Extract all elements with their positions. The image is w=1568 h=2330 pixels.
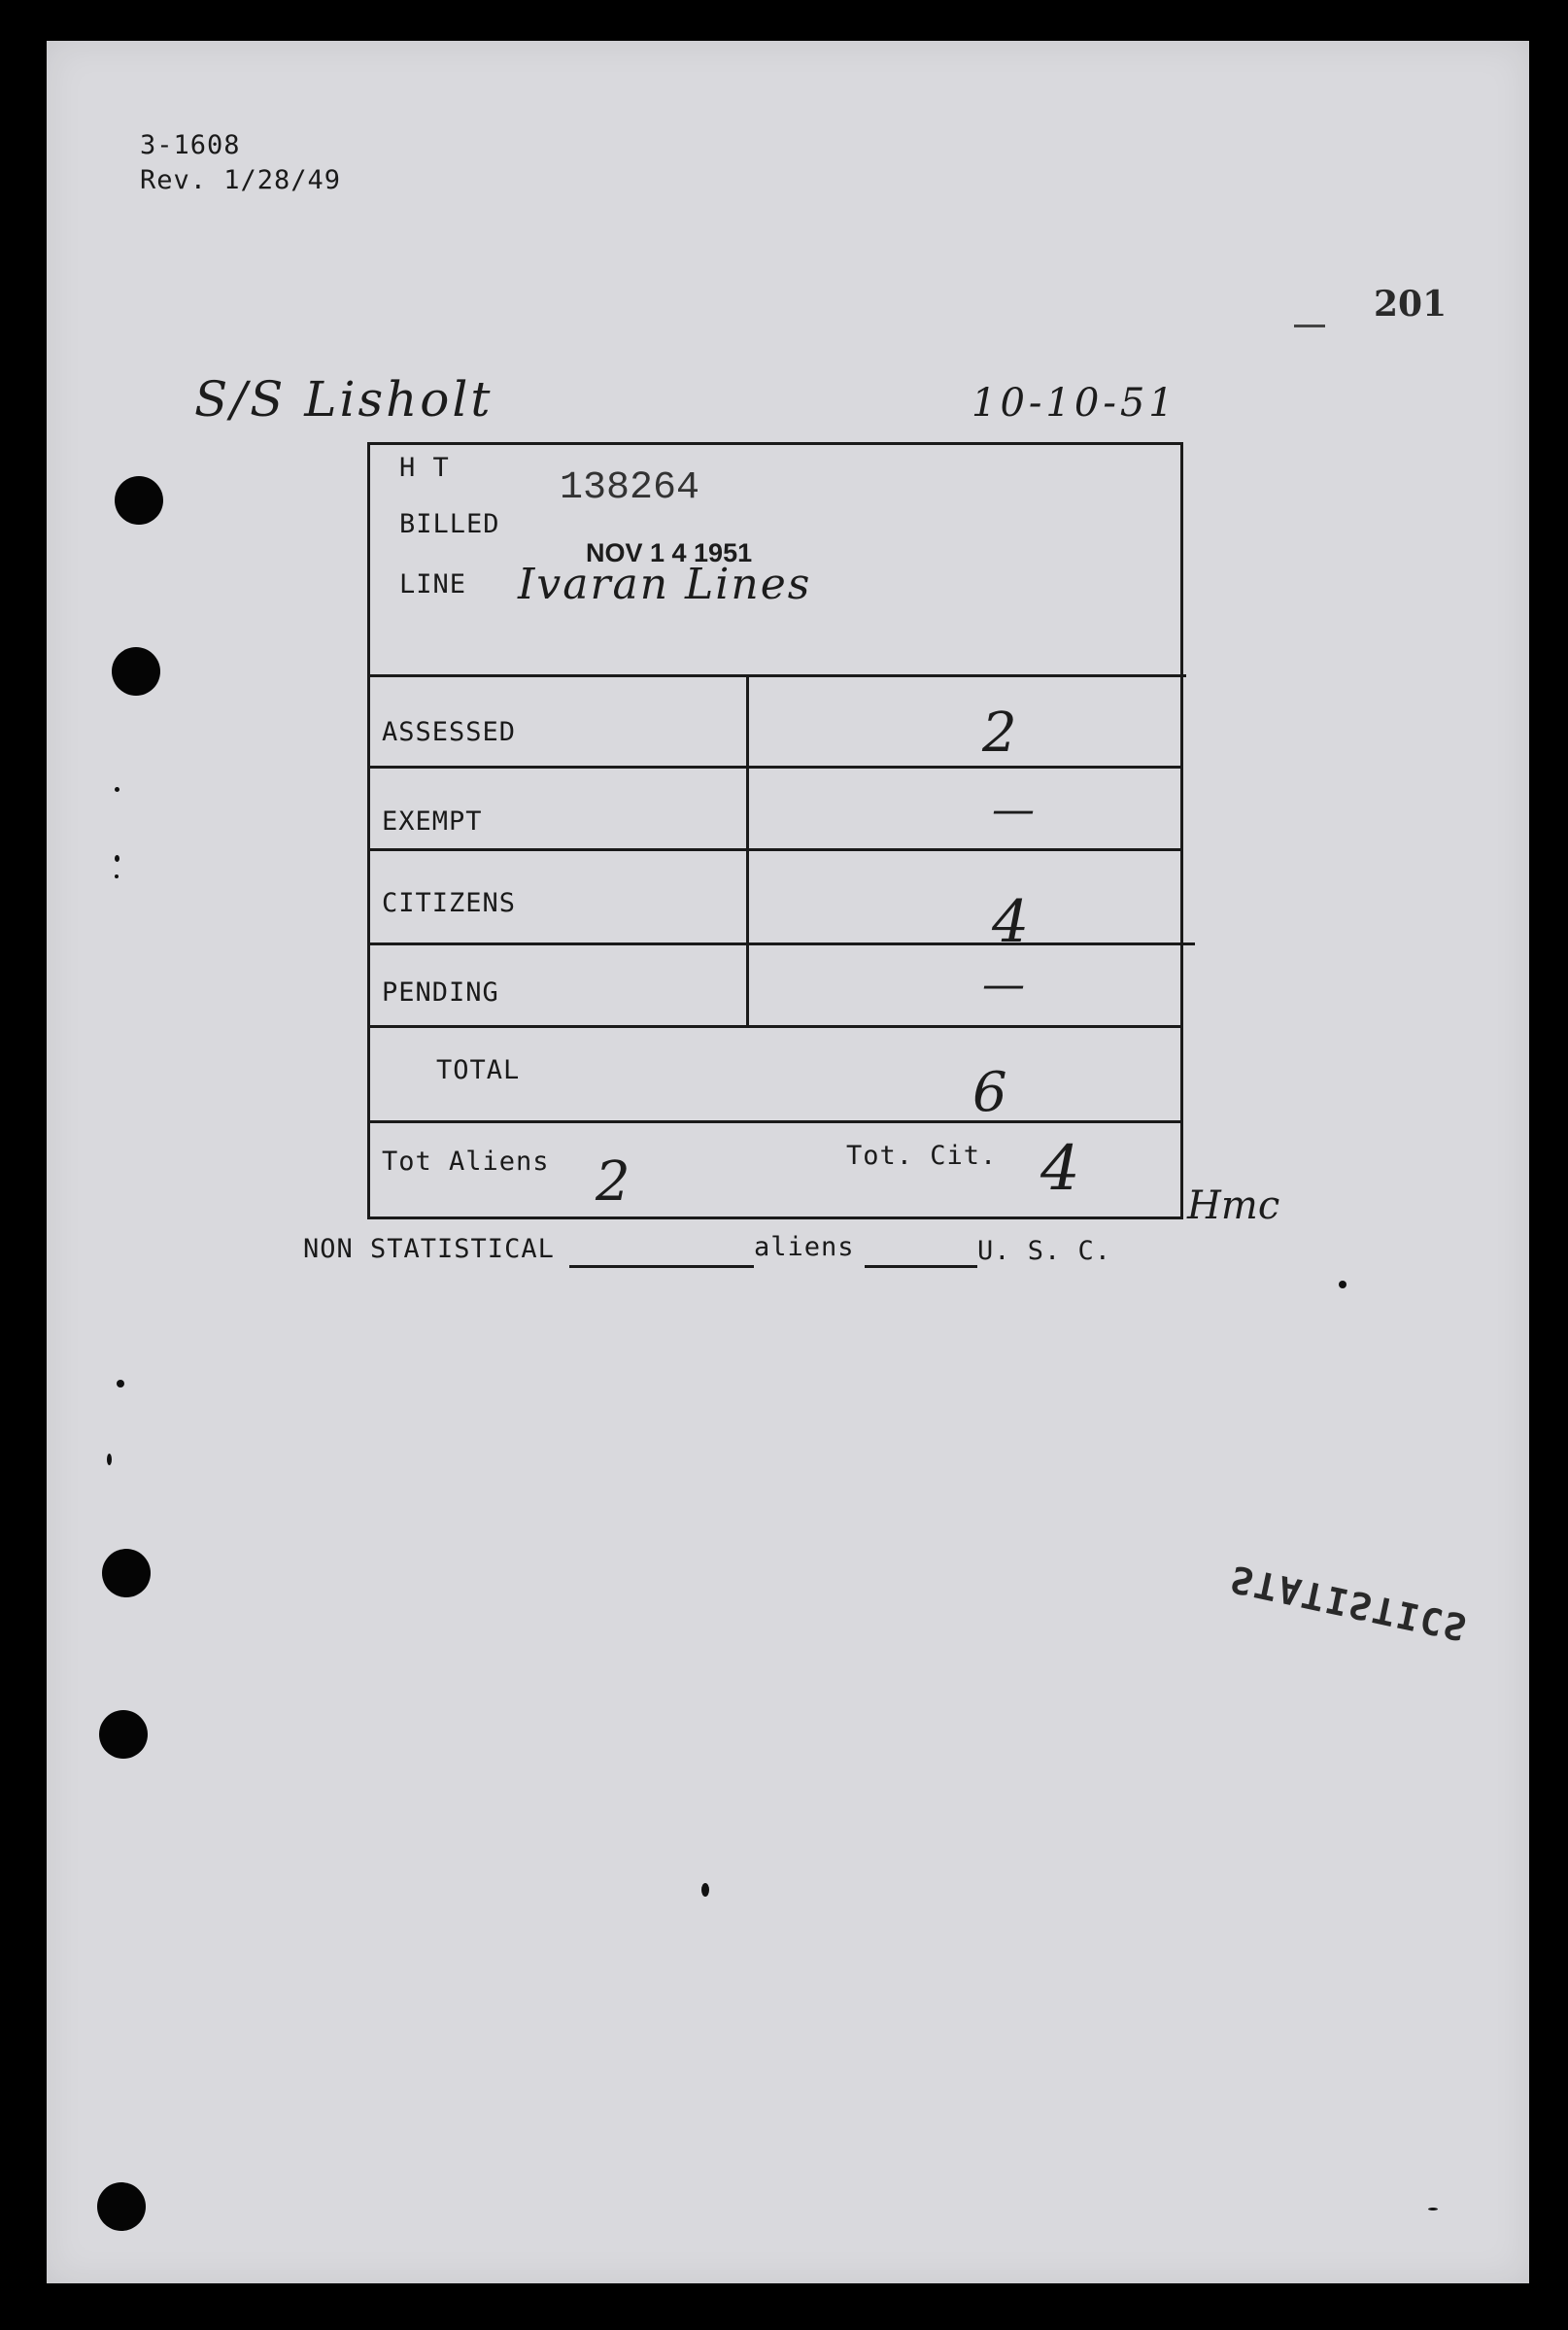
speck bbox=[117, 1380, 124, 1388]
ht-label: H T bbox=[399, 453, 450, 483]
nonstatistical-blank bbox=[569, 1265, 754, 1268]
row-label-exempt: EXEMPT bbox=[382, 806, 483, 837]
tot-aliens-label: Tot Aliens bbox=[382, 1147, 550, 1177]
initials: Hmc bbox=[1187, 1183, 1280, 1228]
line-label: LINE bbox=[399, 569, 467, 600]
punch-hole bbox=[97, 2182, 146, 2231]
aliens-blank bbox=[865, 1265, 977, 1268]
row-label-assessed: ASSESSED bbox=[382, 717, 517, 747]
tally-form-box bbox=[367, 442, 1183, 1219]
speck bbox=[115, 787, 119, 792]
usc-label: U. S. C. bbox=[977, 1236, 1112, 1266]
tot-aliens-value: 2 bbox=[596, 1150, 631, 1214]
speck bbox=[1428, 2208, 1438, 2210]
page-number-dash bbox=[1294, 325, 1325, 327]
total-value: 6 bbox=[972, 1061, 1007, 1124]
line-value: Ivaran Lines bbox=[518, 560, 812, 609]
vessel-name: S/S Lisholt bbox=[194, 371, 494, 428]
punch-hole bbox=[99, 1710, 148, 1759]
row-divider bbox=[367, 766, 1183, 769]
punch-hole bbox=[112, 647, 160, 696]
column-divider bbox=[746, 676, 749, 1026]
row-divider bbox=[367, 1120, 1183, 1123]
row-divider bbox=[367, 1025, 1183, 1028]
punch-hole bbox=[115, 476, 163, 525]
row-label-citizens: CITIZENS bbox=[382, 888, 517, 918]
row-value-exempt: — bbox=[992, 785, 1035, 835]
tot-cit-label: Tot. Cit. bbox=[846, 1141, 998, 1171]
form-number: 3-1608 bbox=[140, 130, 241, 160]
page-number: 201 bbox=[1374, 284, 1448, 325]
nonstatistical-label: NON STATISTICAL bbox=[303, 1234, 555, 1264]
billed-date-stamp: NOV 1 4 1951 bbox=[586, 538, 753, 567]
speck bbox=[115, 855, 119, 862]
row-value-pending: — bbox=[982, 960, 1025, 1010]
aliens-label: aliens bbox=[754, 1232, 855, 1262]
punch-hole bbox=[102, 1549, 151, 1597]
row-label-pending: PENDING bbox=[382, 977, 499, 1008]
tot-cit-value: 4 bbox=[1040, 1133, 1080, 1205]
form-revision: Rev. 1/28/49 bbox=[140, 165, 342, 195]
header-date: 10-10-51 bbox=[971, 381, 1177, 426]
speck bbox=[115, 874, 119, 878]
row-divider bbox=[367, 674, 1186, 677]
ht-number: 138264 bbox=[560, 466, 700, 510]
billed-label: BILLED bbox=[399, 509, 500, 539]
speck bbox=[1339, 1281, 1346, 1288]
total-label: TOTAL bbox=[436, 1055, 521, 1085]
row-divider bbox=[367, 942, 1195, 945]
row-value-assessed: 2 bbox=[982, 702, 1017, 765]
speck bbox=[107, 1454, 112, 1465]
row-divider bbox=[367, 848, 1183, 851]
statistics-stamp: STATISTICS bbox=[1227, 1557, 1473, 1650]
speck bbox=[701, 1883, 709, 1897]
row-value-citizens: 4 bbox=[992, 888, 1030, 956]
